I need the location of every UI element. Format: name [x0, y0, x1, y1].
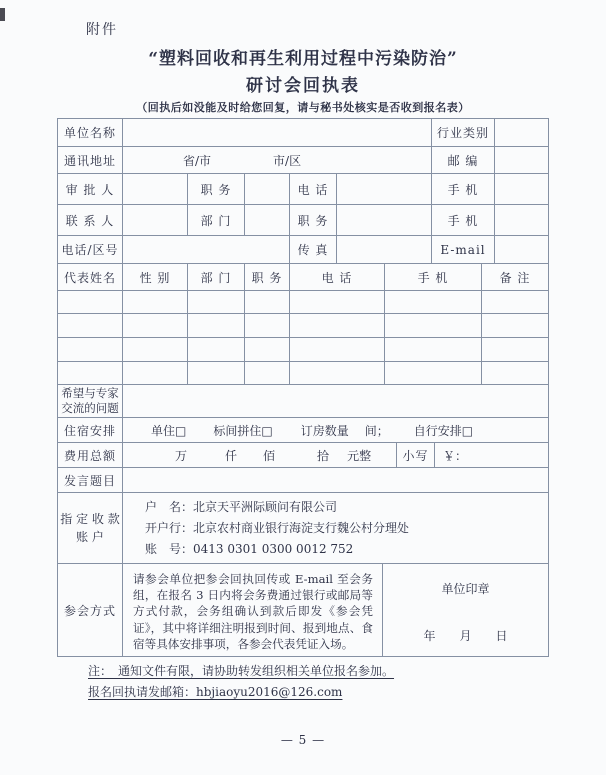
rep-cell — [385, 338, 482, 361]
contact-title-label: 职 务 — [290, 205, 337, 235]
rep-blank-row — [58, 338, 548, 362]
account-label — [58, 493, 123, 563]
fee-unit-yuan: 元整 — [347, 448, 372, 463]
rep-cell — [245, 338, 290, 361]
row-approver — [58, 174, 548, 205]
contact-label: 联 系 人 — [58, 205, 123, 235]
rep-cell — [482, 338, 548, 361]
document-title-line2: 研讨会回执表 — [246, 76, 360, 96]
province-label: 省/市 — [183, 153, 212, 168]
lodging-room-unit-label: 间； — [364, 423, 389, 438]
lodging-self-checkbox: 自行安排□ — [413, 423, 474, 438]
rep-cell — [290, 362, 385, 384]
rep-cell — [58, 362, 123, 384]
lodging-room-count-label: 订房数量 — [300, 423, 349, 438]
rep-cell — [188, 314, 245, 337]
note-forward: 注： 通知文件有限，请协助转发组织相关单位报名参加。 — [88, 664, 395, 678]
questions-label — [58, 385, 123, 417]
document-subtitle: （回执后如没能及时给您回复，请与秘书处核实是否收到报名表） — [136, 101, 470, 114]
rep-cell — [188, 291, 245, 313]
seal-cell — [383, 564, 548, 656]
row-account — [58, 493, 548, 564]
fax-input-cell — [337, 236, 432, 263]
rep-blank-row — [58, 362, 548, 385]
row-participation — [58, 564, 548, 656]
fee-unit-wan: 万 — [175, 448, 188, 463]
approver-label: 审 批 人 — [58, 174, 123, 204]
lodging-label: 住宿安排 — [58, 418, 123, 442]
approver-title-label: 职 务 — [188, 174, 245, 204]
fax-label: 传 真 — [290, 236, 337, 263]
rep-mobile-header: 手 机 — [385, 264, 482, 290]
row-address — [58, 147, 548, 174]
document-title-line1: “塑料回收和再生利用过程中污染防治” — [148, 49, 458, 69]
contact-title-input-cell — [337, 205, 432, 235]
rep-cell — [482, 291, 548, 313]
contact-mobile-label: 手 机 — [432, 205, 495, 235]
seal-label: 单位印章 — [441, 582, 490, 596]
fee-units-cell — [123, 443, 397, 467]
row-fee — [58, 443, 548, 468]
account-label-line2: 账 户 — [76, 530, 104, 544]
unit-name-label: 单位名称 — [58, 119, 123, 146]
industry-label: 行业类别 — [432, 119, 495, 146]
rep-cell — [245, 362, 290, 384]
questions-label-line2: 交流的问题 — [61, 401, 119, 415]
approver-phone-label: 电 话 — [290, 174, 337, 204]
account-details-cell — [123, 493, 548, 563]
lodging-shared-checkbox: 标间拼住□ — [213, 423, 273, 438]
account-name: 户 名：北京天平洲际顾问有限公司 — [145, 499, 338, 514]
rep-dept-header: 部 门 — [188, 264, 245, 290]
rep-cell — [58, 338, 123, 361]
rep-cell — [188, 362, 245, 384]
postcode-label: 邮 编 — [432, 147, 495, 173]
contact-input-cell — [123, 205, 188, 235]
speech-input-cell — [123, 468, 548, 492]
scan-artifact-mark — [0, 8, 5, 21]
rep-title-header: 职 务 — [245, 264, 290, 290]
email-input-cell — [495, 236, 548, 263]
rep-note-header: 备 注 — [499, 270, 531, 285]
rep-blank-row — [58, 291, 548, 314]
date-label: 年 月 日 — [423, 629, 508, 643]
account-number: 账 号：0413 0301 0300 0012 752 — [145, 541, 354, 556]
account-label-line1: 指 定 收 款 — [60, 512, 120, 526]
page-number: — 5 — — [280, 733, 326, 747]
row-speech — [58, 468, 548, 493]
approver-input-cell — [123, 174, 188, 204]
rep-cell — [123, 338, 188, 361]
row-questions — [58, 385, 548, 418]
footer-notes — [88, 661, 394, 703]
rep-cell — [188, 338, 245, 361]
rep-cell — [290, 291, 385, 313]
fee-label: 费用总额 — [58, 443, 123, 467]
contact-dept-label: 部 门 — [188, 205, 245, 235]
rep-cell — [123, 291, 188, 313]
contact-mobile-input-cell — [495, 205, 548, 235]
address-label: 通讯地址 — [58, 147, 123, 173]
approver-mobile-label: 手 机 — [432, 174, 495, 204]
rep-cell — [482, 314, 548, 337]
approver-phone-input-cell — [337, 174, 432, 204]
phone-area-label: 电话/区号 — [58, 236, 123, 263]
rep-name-header: 代表姓名 — [58, 264, 123, 290]
rep-gender-header: 性 别 — [123, 264, 188, 290]
approver-title-input-cell — [245, 174, 290, 204]
row-rep-header — [58, 264, 548, 291]
postcode-input-cell — [495, 147, 548, 173]
rep-cell — [385, 291, 482, 313]
row-contact — [58, 205, 548, 236]
rep-blank-row — [58, 314, 548, 338]
note-email: 报名回执请发邮箱：hbjiaoyu2016@126.com — [88, 685, 343, 699]
row-lodging — [58, 418, 548, 443]
district-label: 市/区 — [273, 153, 302, 168]
account-bank: 开户行：北京农村商业银行海淀支行魏公村分理处 — [145, 520, 410, 535]
fee-unit-bai: 佰 — [263, 448, 276, 463]
questions-input-cell — [123, 385, 548, 417]
lodging-options-cell — [123, 418, 548, 442]
speech-label: 发言题目 — [58, 468, 123, 492]
phone-area-input-cell — [123, 236, 290, 263]
attachment-label: 附件 — [86, 22, 118, 38]
fee-small-label: 小写 — [397, 443, 435, 467]
rep-cell — [385, 314, 482, 337]
rep-cell — [482, 362, 548, 384]
rep-cell — [123, 314, 188, 337]
reply-form-table — [57, 118, 549, 657]
email-label: E-mail — [432, 236, 495, 263]
rep-cell — [290, 338, 385, 361]
rep-cell — [58, 314, 123, 337]
rep-cell — [123, 362, 188, 384]
rep-cell — [245, 291, 290, 313]
industry-input-cell — [495, 119, 548, 146]
rep-cell — [245, 314, 290, 337]
contact-dept-input-cell — [245, 205, 290, 235]
rep-cell — [58, 291, 123, 313]
participation-label: 参会方式 — [58, 564, 123, 656]
row-unit-name — [58, 119, 548, 147]
approver-mobile-input-cell — [495, 174, 548, 204]
fee-currency-cell: ￥： — [443, 448, 468, 463]
address-input-cell — [123, 147, 432, 173]
fee-unit-shi: 拾 — [317, 448, 330, 463]
rep-cell — [290, 314, 385, 337]
questions-label-line1: 希望与专家 — [61, 386, 119, 400]
fee-unit-qian: 仟 — [225, 448, 238, 463]
lodging-single-checkbox: 单住□ — [151, 423, 187, 438]
row-phone-fax-email — [58, 236, 548, 264]
rep-cell — [385, 362, 482, 384]
unit-name-input-cell — [123, 119, 432, 146]
rep-phone-header: 电 话 — [290, 264, 385, 290]
participation-text-cell: 请参会单位把参会回执回传或 E-mail 至会务组，在报名 3 日内将会务费通过银行或邮局等方式付款，会务组确认到款后即发《参会凭证》，其中将详细注明报到时间、报到地点、食宿等具体安排事项，各参会代表凭证入场。 — [123, 564, 383, 656]
